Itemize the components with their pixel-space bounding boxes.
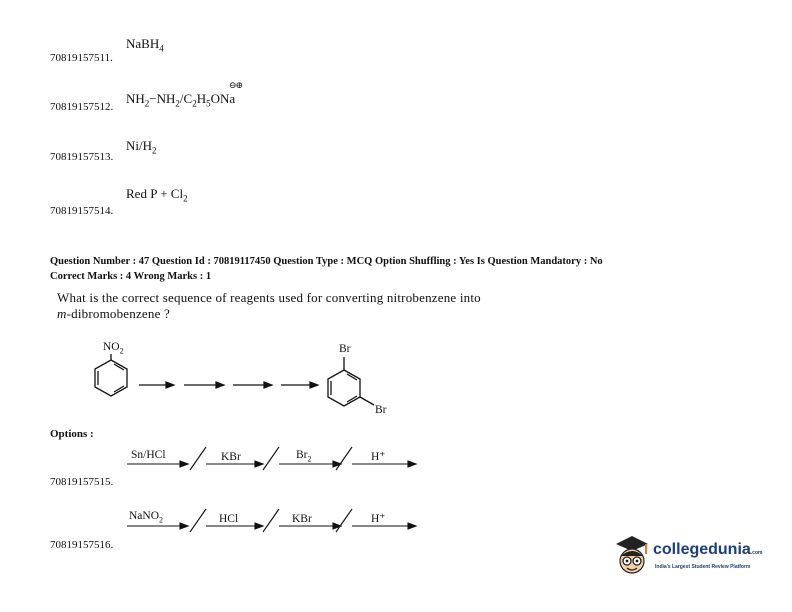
option-id-514: 70819157514. xyxy=(50,205,114,217)
bromo-top-label: Br xyxy=(339,343,351,355)
option-id-511: 70819157511. xyxy=(50,52,113,64)
option-516-reagent-4: H⁺ xyxy=(371,513,386,525)
option-reagent-511: NaBH$_4$ xyxy=(126,36,164,54)
option-515-reagent-1: Sn/HCl xyxy=(131,449,166,461)
option-reagent-513: $Ni/H_2$ xyxy=(126,138,157,156)
option-516-reagent-1: NaNO$_2$ xyxy=(129,510,164,525)
scheme-arrows xyxy=(139,382,318,388)
options-label: Options : xyxy=(50,428,94,440)
question-text-line2: m-dibromobenzene ? xyxy=(57,306,170,321)
option-516-reagent-3: KBr xyxy=(292,513,312,525)
question-text-line1: What is the correct sequence of reagents used for converting nitrobenzene into xyxy=(57,290,481,305)
bromo-bottom-label: Br xyxy=(375,404,387,416)
dibromobenzene-structure xyxy=(328,357,374,406)
option-515-reagent-4: H⁺ xyxy=(371,451,386,463)
nitrobenzene-structure xyxy=(95,354,127,396)
collegedunia-logo xyxy=(612,534,772,580)
option-id-512: 70819157512. xyxy=(50,101,114,113)
option-id-516: 70819157516. xyxy=(50,539,114,551)
mascot-icon xyxy=(612,534,652,580)
option-reagent-514: Red $P + Cl_2$ xyxy=(126,186,188,204)
option-id-513: 70819157513. xyxy=(50,151,114,163)
logo-name: collegedunia.com xyxy=(653,541,763,558)
nitro-group-label: $NO_2$ xyxy=(103,341,124,356)
logo-tagline: India's Largest Student Review Platform xyxy=(655,564,751,570)
question-header: Question Number : 47 Question Id : 70819117450 Question Type : MCQ Option Shuffling : Yes Is Question Mandatory : No xyxy=(50,256,603,267)
option-515-reagent-2: KBr xyxy=(221,451,241,463)
option-516-reagent-2: HCl xyxy=(219,513,239,525)
question-marks: Correct Marks : 4 Wrong Marks : 1 xyxy=(50,271,212,282)
option-charges-512: ⊖⊕ xyxy=(229,80,243,90)
option-id-515: 70819157515. xyxy=(50,476,114,488)
option-515-reagent-3: $Br_2$ xyxy=(296,449,312,464)
option-reagent-512: $NH_2-NH_2/C_2H_5ONa$ xyxy=(126,91,236,109)
